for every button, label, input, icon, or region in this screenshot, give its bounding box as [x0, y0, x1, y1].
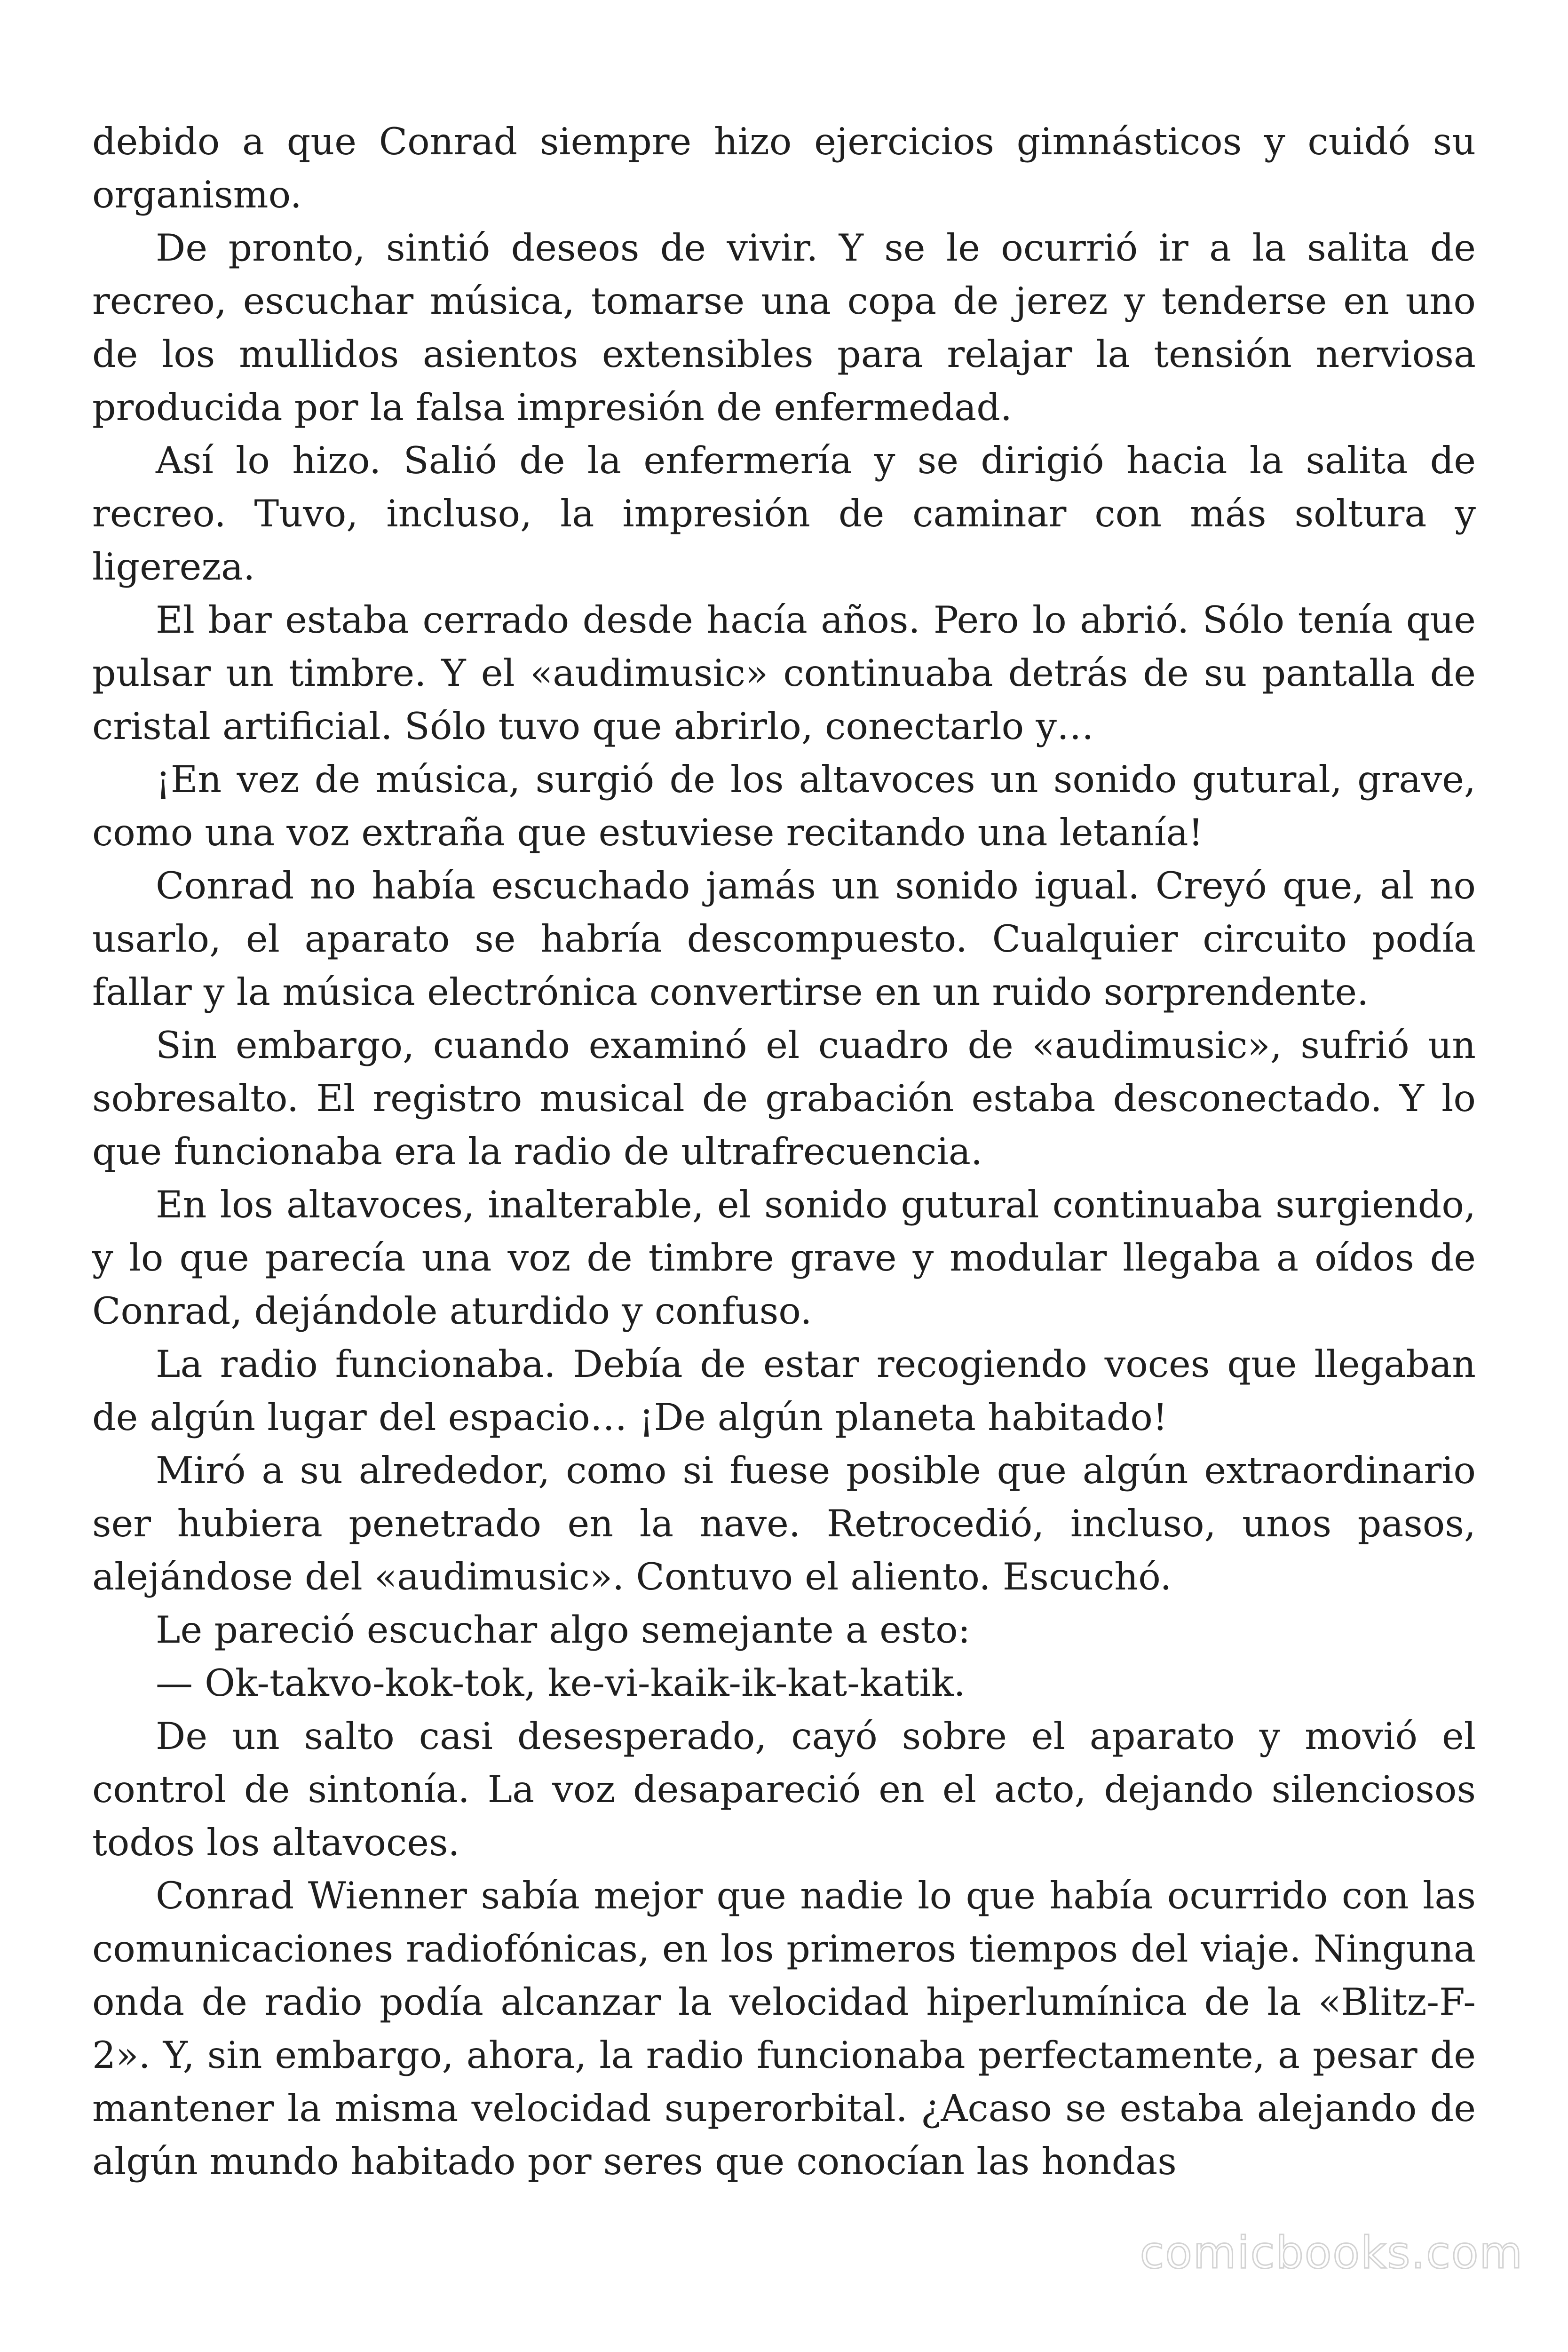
paragraph-8: En los altavoces, inalterable, el sonido gutural continuaba surgiendo, y lo que parecía una voz de timbre grave y modular llegaba a oídos de Conrad, dejándole aturdido y confuso.	[92, 1183, 1476, 1333]
paragraph-10: Miró a su alrededor, como si fuese posible que algún extraordinario ser hubiera penetrado en la nave. Retrocedió, incluso, unos pasos, alejándose del «audimusic». Contuvo el aliento. Escuchó.	[92, 1449, 1476, 1598]
watermark-logo: comicbooks.com	[1140, 2227, 1523, 2279]
body-text	[92, 115, 1476, 2188]
paragraph-14: Conrad Wienner sabía mejor que nadie lo que había ocurrido con las comunicaciones radiofónicas, en los primeros tiempos del viaje. Ninguna onda de radio podía alcanzar la velocidad hiperlumínica de la «Blitz-F-2». Y, sin embargo, ahora, la radio funcionaba perfectamente, a pesar de mantener la misma velocidad superorbital. ¿Acaso se estaba alejando de algún mundo habitado por seres que conocían las hondas	[92, 1874, 1476, 2183]
paragraph-11: Le pareció escuchar algo semejante a esto:	[156, 1608, 971, 1652]
paragraph-7: Sin embargo, cuando examinó el cuadro de «audimusic», sufrió un sobresalto. El registro musical de grabación estaba desconectado. Y lo que funcionaba era la radio de ultrafrecuencia.	[92, 1024, 1476, 1173]
paragraph-9: La radio funcionaba. Debía de estar recogiendo voces que llegaban de algún lugar del espacio… ¡De algún planeta habitado!	[92, 1343, 1476, 1439]
paragraph-2: De pronto, sintió deseos de vivir. Y se le ocurrió ir a la salita de recreo, escuchar música, tomarse una copa de jerez y tenderse en uno de los mullidos asientos extensibles para relajar la tensión nerviosa producida por la falsa impresión de enfermedad.	[92, 226, 1476, 429]
paragraph-5: ¡En vez de música, surgió de los altavoces un sonido gutural, grave, como una voz extraña que estuviese recitando una letanía!	[92, 758, 1476, 854]
paragraph-3: Así lo hizo. Salió de la enfermería y se dirigió hacia la salita de recreo. Tuvo, incluso, la impresión de caminar con más soltura y ligereza.	[92, 439, 1476, 588]
dialogue-line: — Ok-takvo-kok-tok, ke-vi-kaik-ik-kat-katik.	[156, 1661, 966, 1705]
paragraph-4: El bar estaba cerrado desde hacía años. Pero lo abrió. Sólo tenía que pulsar un timbre. Y el «audimusic» continuaba detrás de su pantalla de cristal artificial. Sólo tuvo que abrirlo, conectarlo y…	[92, 598, 1476, 748]
paragraph-6: Conrad no había escuchado jamás un sonido igual. Creyó que, al no usarlo, el aparato se habría descompuesto. Cualquier circuito podía fallar y la música electrónica convertirse en un ruido sorprendente.	[92, 864, 1476, 1014]
paragraph-13: De un salto casi desesperado, cayó sobre el aparato y movió el control de sintonía. La voz desapareció en el acto, dejando silenciosos todos los altavoces.	[92, 1715, 1476, 1864]
paragraph-1: debido a que Conrad siempre hizo ejercicios gimnásticos y cuidó su organismo.	[92, 120, 1476, 216]
